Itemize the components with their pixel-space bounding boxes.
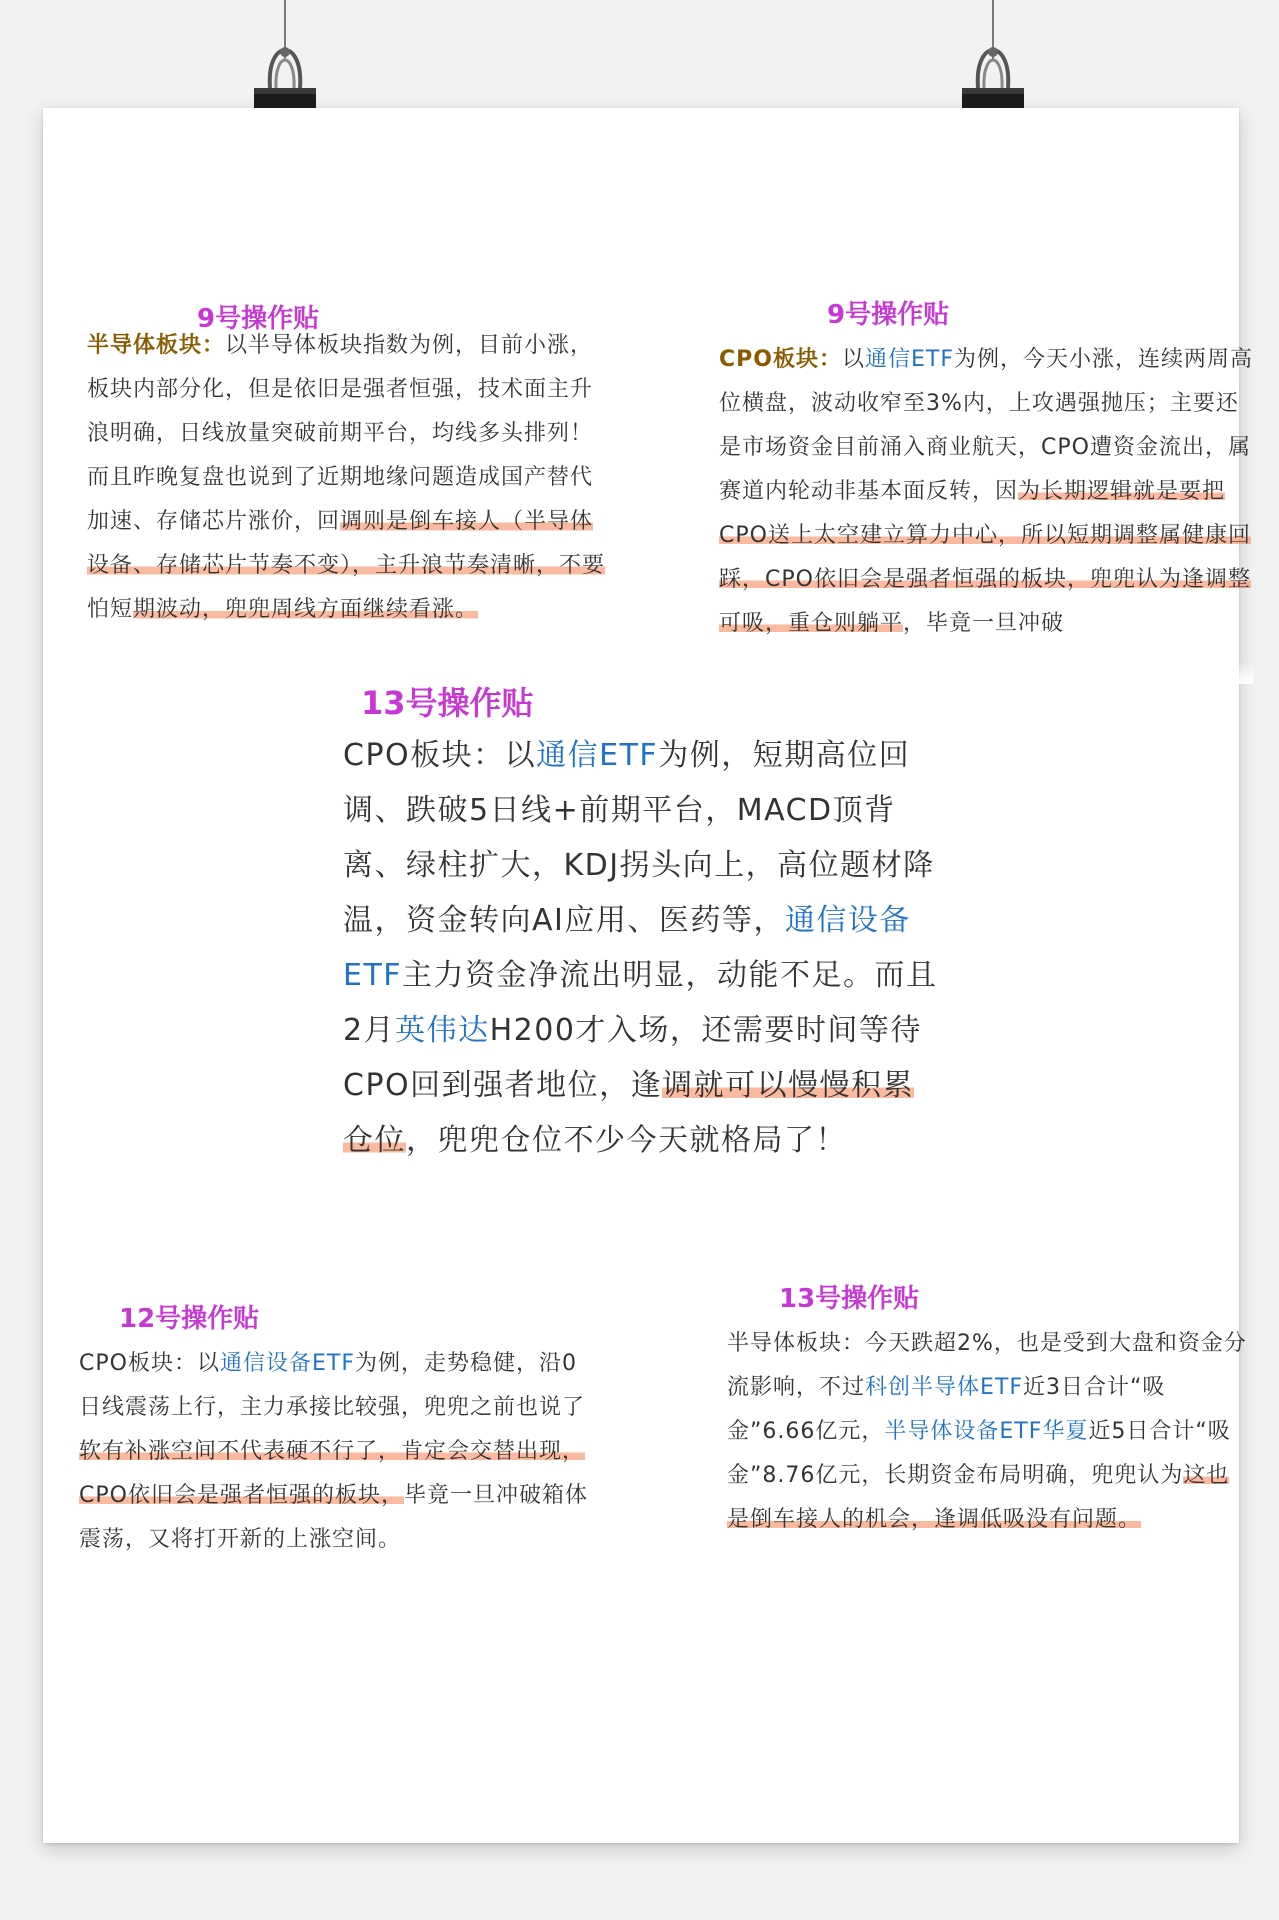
body-text: ，兜兜仓位不少今天就格局了！	[406, 1123, 847, 1158]
post-bottom-right	[727, 1278, 1252, 1542]
fund-name-link: 通信ETF	[865, 347, 955, 372]
post-title: 13号操作贴	[361, 684, 534, 722]
post-label: 半导体板块	[87, 333, 203, 358]
highlighted-text: 这也是倒车接人的机会，逢调低吸没有问题。	[727, 1463, 1230, 1532]
body-text: 以	[504, 738, 537, 773]
post-body: 半导体板块：今天跌超2%，也是受到大盘和资金分流影响，不过科创半导体ETF近3日合计“吸金”6.66亿元，半导体设备ETF华夏近5日合计“吸金”8.76亿元，长期资金布局明确，兜兜认为这也是倒车接人的机会，逢调低吸没有问题。	[727, 1331, 1247, 1532]
body-text: 为例，今天小涨，连续两周高位横盘，波动收窄至3%内，上攻遇强抛压；主要还是市场资金目前涌入商业航天，CPO遭资金流出，属赛道内轮动非基本面反转，因	[719, 347, 1254, 504]
highlighted-text: 为长期逻辑就是要把CPO送上太空建立算力中心，所以短期调整属健康回踩，CPO依旧会是强者恒强的板块，兜兜认为逢调整可吸，重仓则躺平	[719, 479, 1251, 636]
body-text: 主力资金净流出明显，动能不足。而且2月	[343, 958, 938, 1048]
post-label: 半导体板块	[727, 1331, 843, 1356]
post-body: CPO板块：以通信ETF为例，短期高位回调、跌破5日线+前期平台，MACD顶背离、绿柱扩大，KDJ拐头向上，高位题材降温，资金转向AI应用、医药等，通信设备ETF主力资金净流出明显，动能不足。而且2月英伟达H200才入场，还需要时间等待CPO回到强者地位，逢调就可以慢慢积累仓位，兜兜仓位不少今天就格局了！	[343, 738, 938, 1158]
post-label: CPO板块	[343, 738, 474, 773]
paper-sheet	[43, 108, 1254, 1843]
fund-name-link: 通信ETF	[536, 738, 659, 773]
body-text: ，毕竟一旦冲破	[903, 611, 1065, 636]
body-text: 怕短	[87, 597, 134, 622]
post-body: 半导体板块：以半导体板块指数为例，目前小涨，板块内部分化，但是依旧是强者恒强，技术面主升浪明确，日线放量突破前期平台，均线多头排列！而且昨晚复盘也说到了近期地缘问题造成国产替代加速、存储芯片涨价，回调则是倒车接人（半导体设备、存储芯片节奏不变），主升浪节奏清晰，不要怕短期波动，兜兜周线方面继续看涨。	[87, 333, 606, 622]
post-title: 9号操作贴	[197, 304, 320, 334]
post-bottom-left	[79, 1298, 599, 1562]
body-text: 以	[842, 347, 866, 372]
body-text: H200才入场，还需要时间等待CPO回到强者地位，逢	[343, 1013, 922, 1103]
highlighted-text: 软有补涨空间不代表硬不行了，肯定会交替出现，CPO依旧会是强者恒强的板块，	[79, 1439, 586, 1508]
post-top-right	[719, 294, 1254, 684]
post-top-left	[87, 298, 607, 632]
highlighted-text: 调就可以慢慢积累仓位	[343, 1068, 915, 1158]
post-title: 12号操作贴	[119, 1304, 260, 1334]
highlighted-text: 调则是倒车接人（半导体设备、存储芯片节奏不变），主升浪节奏清晰，不要	[87, 509, 606, 578]
fund-name-link: 半导体设备ETF华夏	[884, 1419, 1089, 1444]
body-text: 近3日合计“吸金”6.66亿元，	[727, 1375, 1166, 1444]
post-middle	[343, 684, 943, 1168]
post-body: CPO板块：以通信设备ETF为例，走势稳健，沿0日线震荡上行，主力承接比较强，兜兜之前也说了软有补涨空间不代表硬不行了，肯定会交替出现，CPO依旧会是强者恒强的板块，毕竟一旦冲破箱体震荡，又将打开新的上涨空间。	[79, 1351, 588, 1552]
post-title: 9号操作贴	[827, 300, 950, 330]
body-text: 为例，走势稳健，沿0日线震荡上行，主力承接比较强，兜兜之前也说了	[79, 1351, 586, 1420]
fund-name-link: 英伟达	[395, 1013, 490, 1048]
body-text: 今天跌超2%，也是受到大盘和资金分流影响，不过	[727, 1331, 1247, 1400]
post-title: 13号操作贴	[779, 1284, 920, 1314]
body-text: 近5日合计“吸金”8.76亿元，长期资金布局明确，兜兜认为	[727, 1419, 1231, 1488]
fund-name-link: 通信设备ETF	[343, 903, 911, 993]
body-text: 以半导体板块指数为例，目前小涨，板块内部分化，但是依旧是强者恒强，技术面主升浪明确，日线放量突破前期平台，均线多头排列！而且昨晚复盘也说到了近期地缘问题造成国产替代加速、存储芯片涨价，回	[87, 333, 594, 534]
cutoff-fade	[719, 662, 1254, 684]
post-label: CPO板块	[719, 347, 819, 372]
body-text: 毕竟一旦冲破箱体震荡，又将打开新的上涨空间。	[79, 1483, 588, 1552]
fund-name-link: 通信设备ETF	[219, 1351, 355, 1376]
body-text: 为例，短期高位回调、跌破5日线+前期平台，MACD顶背离、绿柱扩大，KDJ拐头向上，高位题材降温，资金转向AI应用、医药等，	[343, 738, 935, 938]
fund-name-link: 科创半导体ETF	[865, 1375, 1024, 1400]
body-text: 以	[196, 1351, 220, 1376]
highlighted-text: 期波动，兜兜周线方面继续看涨。	[133, 597, 479, 622]
post-body: CPO板块：以通信ETF为例，今天小涨，连续两周高位横盘，波动收窄至3%内，上攻遇强抛压；主要还是市场资金目前涌入商业航天，CPO遭资金流出，属赛道内轮动非基本面反转，因为长期逻辑就是要把CPO送上太空建立算力中心，所以短期调整属健康回踩，CPO依旧会是强者恒强的板块，兜兜认为逢调整可吸，重仓则躺平，毕竟一旦冲破	[719, 347, 1254, 636]
post-label: CPO板块	[79, 1351, 174, 1376]
